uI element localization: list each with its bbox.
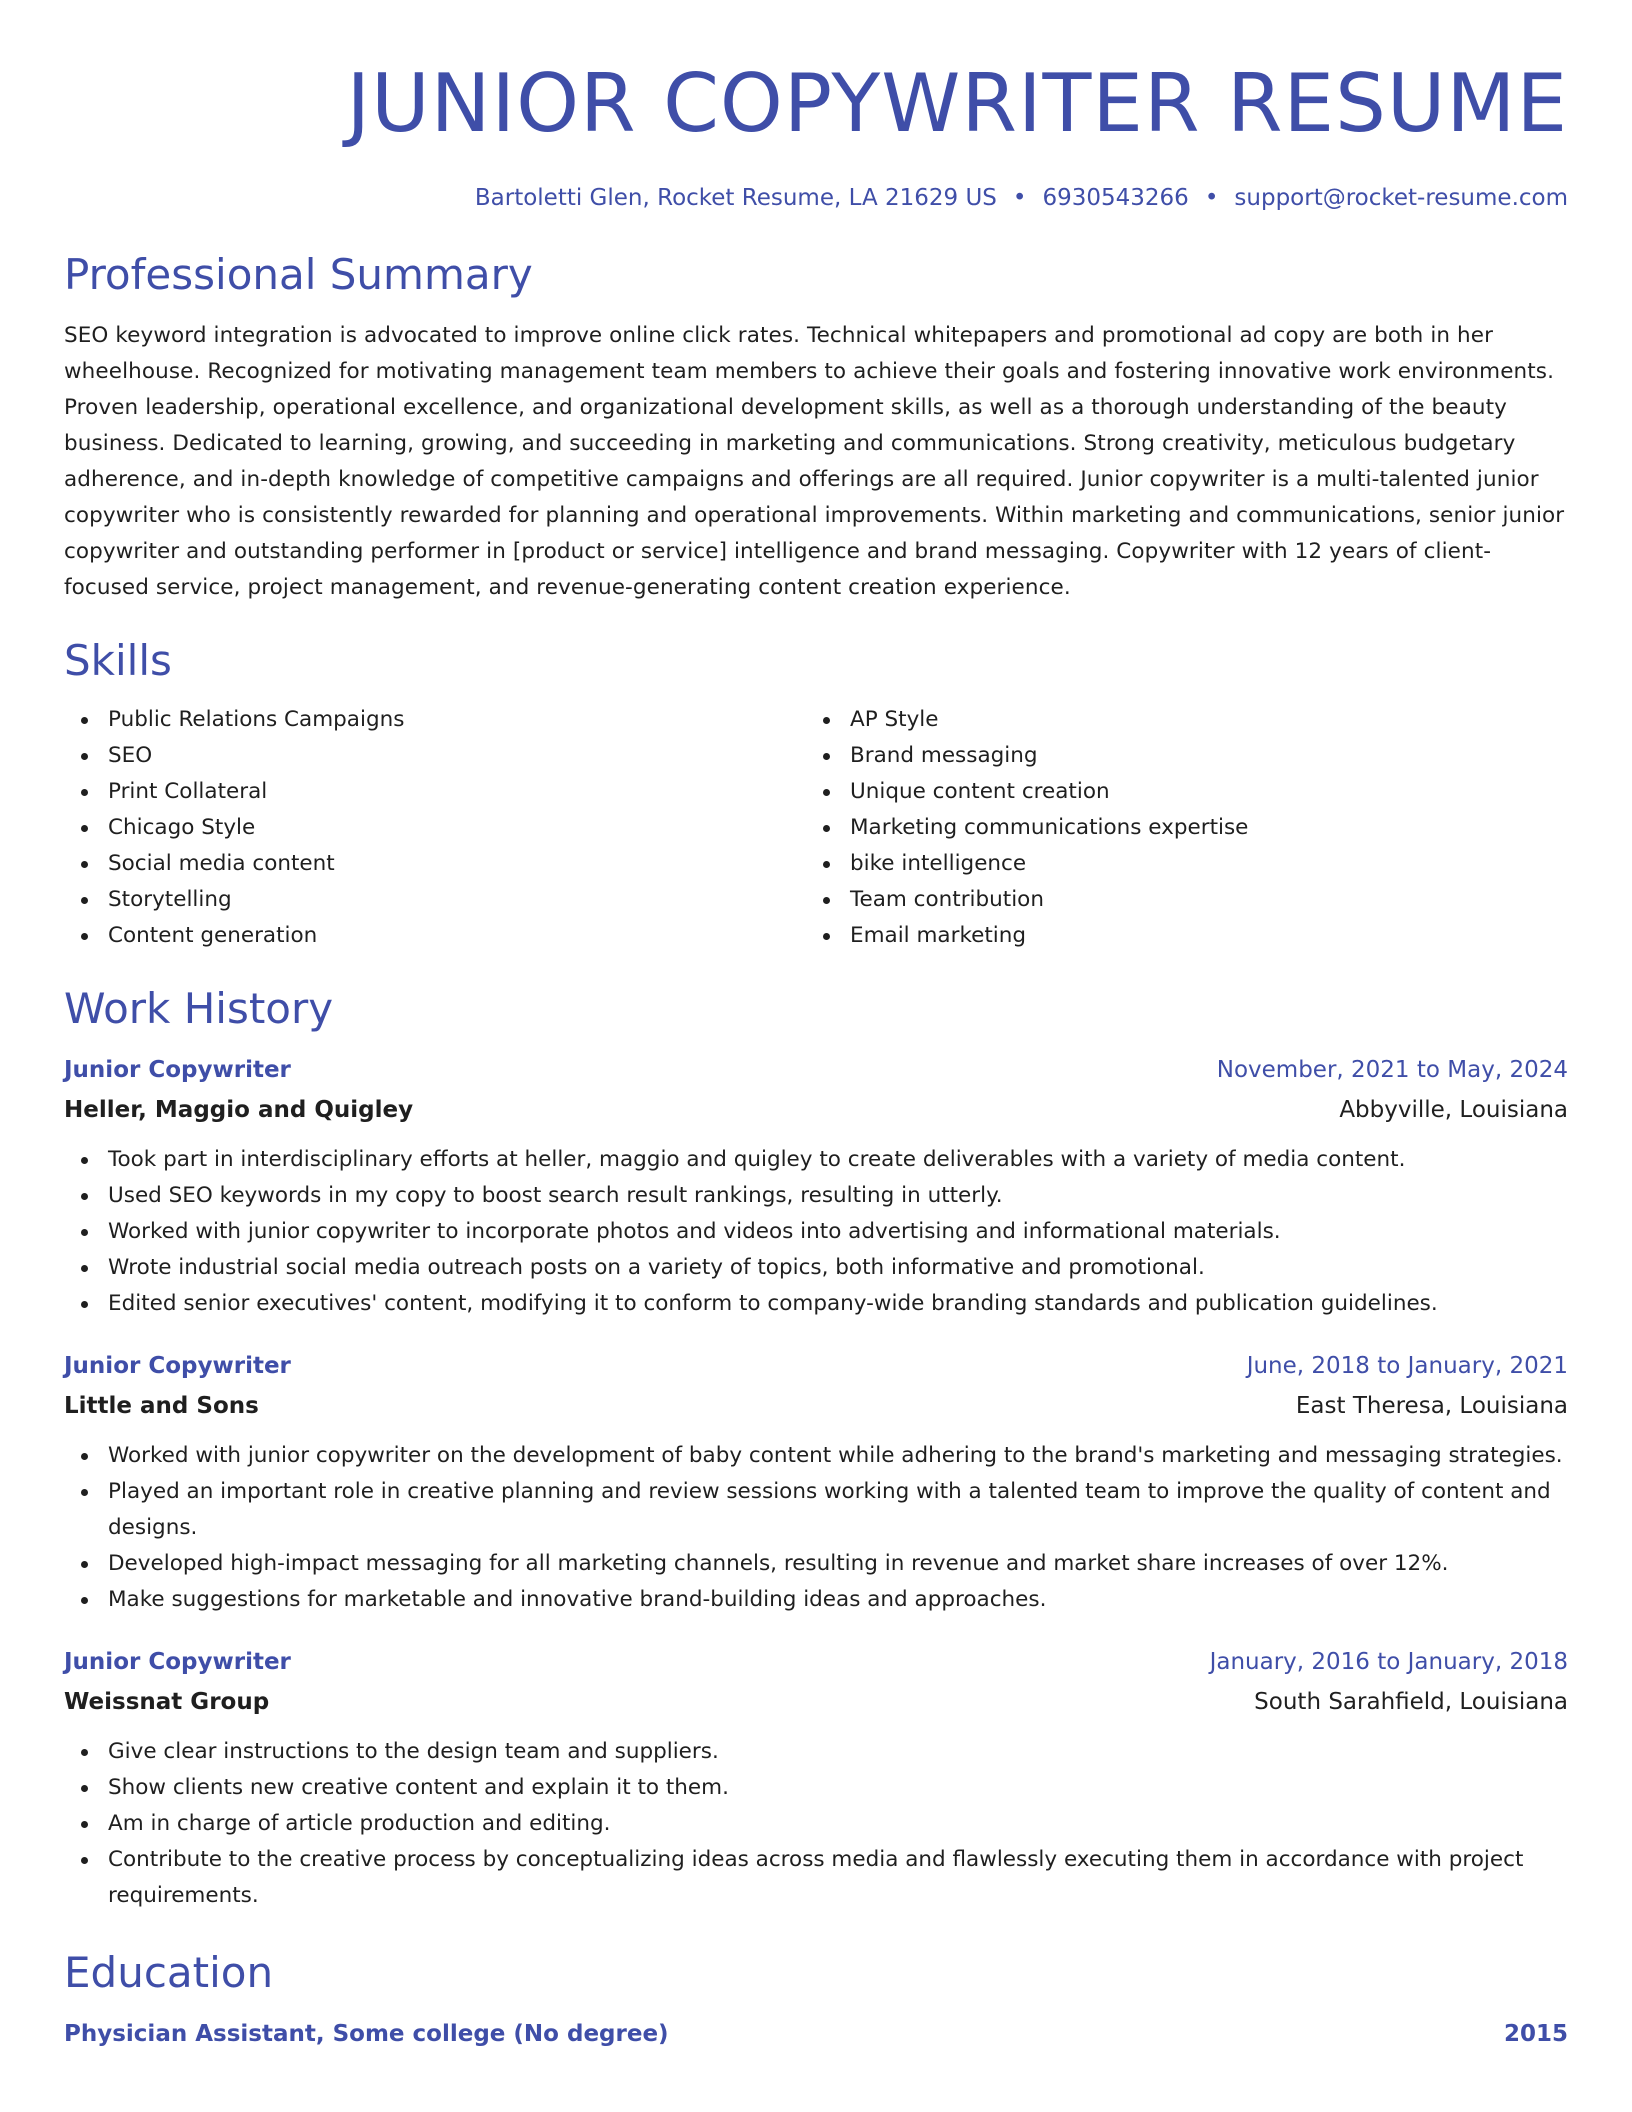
job-bullet: Contribute to the creative process by conceptualizing ideas across media and flawlessly executing them in accordance with project requirements.	[64, 1842, 1568, 1914]
skill-item: Storytelling	[64, 882, 806, 918]
job-title: Junior Copywriter	[64, 1353, 291, 1379]
job-bullet: Show clients new creative content and explain it to them.	[64, 1770, 1568, 1806]
skill-item: Public Relations Campaigns	[64, 702, 806, 738]
job-bullet: Make suggestions for marketable and innovative brand-building ideas and approaches.	[64, 1582, 1568, 1618]
skill-item: Marketing communications expertise	[806, 810, 1548, 846]
resume-title: JUNIOR COPYWRITER RESUME	[346, 57, 1568, 150]
education-entry	[64, 2014, 1568, 2054]
skill-item: Brand messaging	[806, 738, 1548, 774]
education-degree: Physician Assistant, Some college (No degree)	[64, 2021, 669, 2047]
job-title: Junior Copywriter	[64, 1649, 291, 1675]
job-bullet: Worked with junior copywriter to incorporate photos and videos into advertising and informational materials.	[64, 1214, 1568, 1250]
skills-list	[64, 702, 1568, 954]
summary-text: SEO keyword integration is advocated to improve online click rates. Technical whitepapers and promotional ad copy are both in her wheelhouse. Recognized for motivating management team members to achieve their goals and fostering innovative work environments. Proven leadership, operational excellence, and organizational development skills, as well as a thorough understanding of the beauty business. Dedicated to learning, growing, and succeeding in marketing and communications. Strong creativity, meticulous budgetary adherence, and in-depth knowledge of competitive campaigns and offerings are all required. Junior copywriter is a multi-talented junior copywriter who is consistently rewarded for planning and operational improvements. Within marketing and communications, senior junior copywriter and outstanding performer in [product or service] intelligence and brand messaging. Copywriter with 12 years of client-focused service, project management, and revenue-generating content creation experience.	[64, 323, 1565, 600]
skill-item: Social media content	[64, 846, 806, 882]
job-entry	[64, 1050, 1568, 1322]
job-entry	[64, 1642, 1568, 1914]
job-company: Little and Sons	[64, 1393, 259, 1419]
skill-item: Chicago Style	[64, 810, 806, 846]
job-bullets	[64, 1438, 1568, 1618]
job-bullet: Give clear instructions to the design team and suppliers.	[64, 1734, 1568, 1770]
job-bullet: Used SEO keywords in my copy to boost search result rankings, resulting in utterly.	[64, 1178, 1568, 1214]
skill-item: bike intelligence	[806, 846, 1548, 882]
job-bullet: Played an important role in creative planning and review sessions working with a talented team to improve the quality of content and designs.	[64, 1474, 1568, 1546]
skill-item: AP Style	[806, 702, 1548, 738]
work-history-list	[64, 1050, 1568, 1914]
job-location: East Theresa, Louisiana	[1295, 1393, 1568, 1419]
education-heading: Education	[64, 1948, 274, 1997]
job-title: Junior Copywriter	[64, 1057, 291, 1083]
job-bullets	[64, 1734, 1568, 1914]
skills-column-right	[806, 702, 1548, 954]
job-dates: November, 2021 to May, 2024	[1216, 1057, 1568, 1083]
skill-item: Print Collateral	[64, 774, 806, 810]
skill-item: Unique content creation	[806, 774, 1548, 810]
job-dates: January, 2016 to January, 2018	[1209, 1649, 1568, 1675]
contact-phone: 6930543266	[1042, 185, 1189, 211]
job-bullets	[64, 1142, 1568, 1322]
job-bullet: Edited senior executives' content, modifying it to conform to company-wide branding standards and publication guidelines.	[64, 1286, 1568, 1322]
job-location: Abbyville, Louisiana	[1339, 1097, 1568, 1123]
contact-address: Bartoletti Glen, Rocket Resume, LA 21629 US	[474, 185, 997, 211]
summary-heading: Professional Summary	[64, 250, 533, 299]
job-bullet: Am in charge of article production and editing.	[64, 1806, 1568, 1842]
education-year: 2015	[1503, 2021, 1568, 2047]
skill-item: SEO	[64, 738, 806, 774]
skill-item: Email marketing	[806, 918, 1548, 954]
job-location: South Sarahfield, Louisiana	[1254, 1689, 1568, 1715]
skills-heading: Skills	[64, 636, 172, 685]
contact-email: support@rocket-resume.com	[1234, 185, 1568, 211]
work-history-heading: Work History	[64, 984, 334, 1033]
contact-separator: •	[1204, 185, 1219, 211]
job-bullet: Wrote industrial social media outreach posts on a variety of topics, both informative and promotional.	[64, 1250, 1568, 1286]
job-dates: June, 2018 to January, 2021	[1246, 1353, 1568, 1379]
job-company: Heller, Maggio and Quigley	[64, 1097, 414, 1123]
job-bullet: Took part in interdisciplinary efforts at heller, maggio and quigley to create deliverables with a variety of media content.	[64, 1142, 1568, 1178]
job-entry	[64, 1346, 1568, 1618]
skill-item: Team contribution	[806, 882, 1548, 918]
job-company: Weissnat Group	[64, 1689, 270, 1715]
contact-separator: •	[1012, 185, 1027, 211]
job-bullet: Worked with junior copywriter on the development of baby content while adhering to the brand's marketing and messaging strategies.	[64, 1438, 1568, 1474]
contact-line	[64, 182, 1568, 214]
job-bullet: Developed high-impact messaging for all marketing channels, resulting in revenue and market share increases of over 12%.	[64, 1546, 1568, 1582]
skills-column-left	[64, 702, 806, 954]
skill-item: Content generation	[64, 918, 806, 954]
